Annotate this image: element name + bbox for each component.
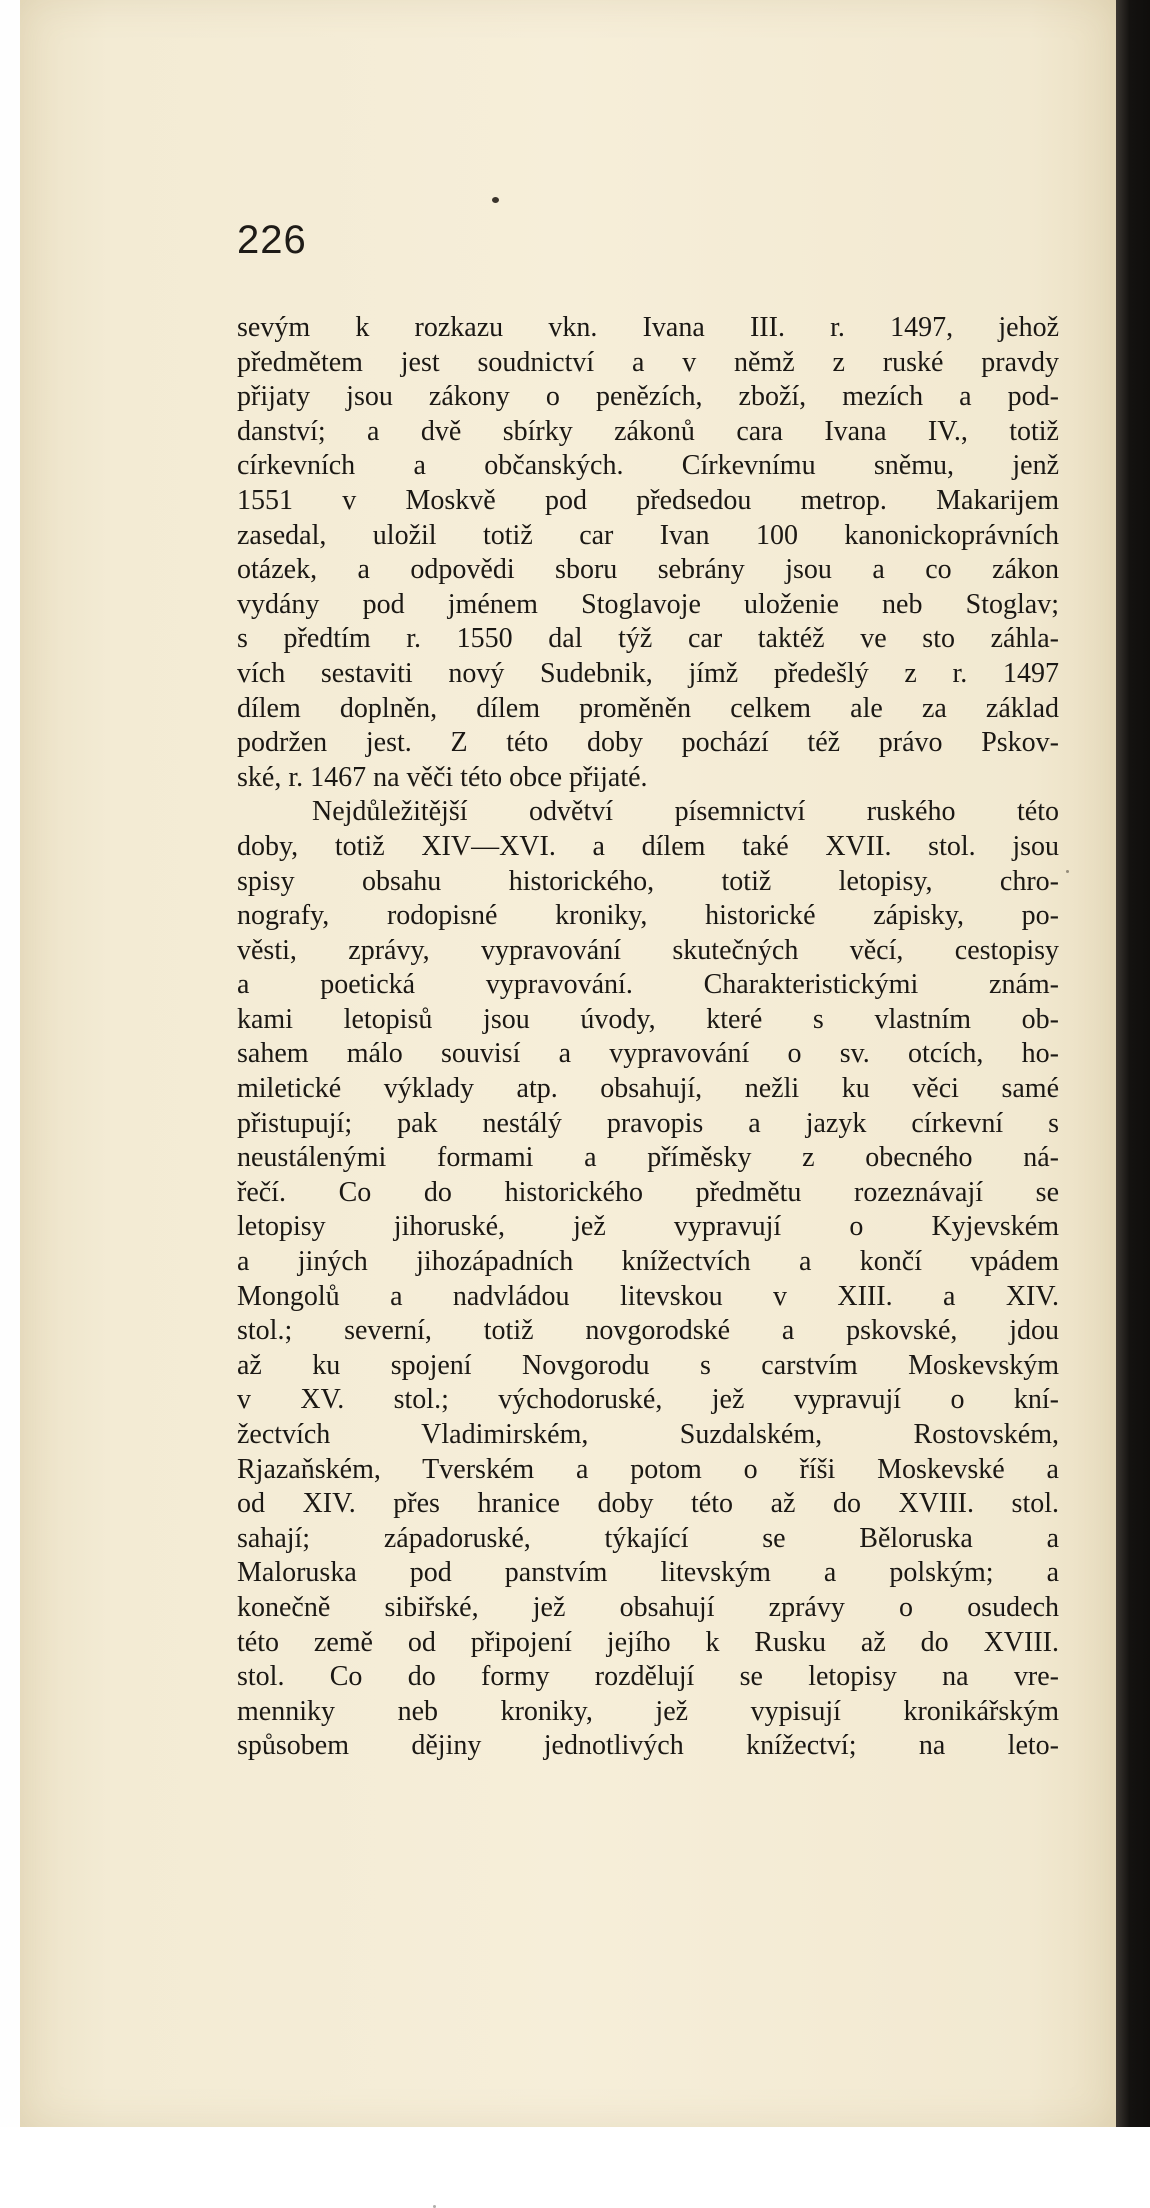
text-line: a poetická vypravování. Charakteristickými znám- [237,969,1059,1001]
text-line: od XIV. přes hranice doby této až do XVIII. stol. [237,1488,1059,1520]
text-line: podržen jest. Z této doby pochází též právo Pskov- [237,727,1059,759]
text-line: sahem málo souvisí a vypravování o sv. otcích, ho- [237,1038,1059,1070]
text-line: menniky neb kroniky, jež vypisují kronikářským [237,1695,1059,1727]
ink-speck [492,197,499,203]
text-line: letopisy jihoruské, jež vypravují o Kyjevském [237,1211,1059,1243]
text-line: s předtím r. 1550 dal týž car taktéž ve sto záhla- [237,623,1059,655]
text-line: Rjazaňském, Tverském a potom o říši Moskevské a [237,1453,1059,1485]
text-line: a jiných jihozápadních knížectvích a končí vpádem [237,1246,1059,1278]
text-line: Maloruska pod panstvím litevským a polským; a [237,1557,1059,1589]
text-line: konečně sibiřské, jež obsahují zprávy o osudech [237,1591,1059,1623]
text-line: otázek, a odpovědi sboru sebrány jsou a co zákon [237,554,1059,586]
text-line: církevních a občanských. Církevnímu sněmu, jenž [237,450,1059,482]
text-line: řečí. Co do historického předmětu rozeznávají se [237,1176,1059,1208]
text-line: zasedal, uložil totiž car Ivan 100 kanonickoprávních [237,519,1059,551]
text-line: kami letopisů jsou úvody, které s vlastním ob- [237,1003,1059,1035]
binding-shadow [1116,0,1150,2127]
text-line: doby, totiž XIV—XVI. a dílem také XVII. stol. jsou [237,830,1059,862]
text-line: 1551 v Moskvě pod předsedou metrop. Makarijem [237,484,1059,516]
text-line: Nejdůležitější odvětví písemnictví ruského této [312,796,1059,828]
text-line: miletické výklady atp. obsahují, nežli ku věci samé [237,1073,1059,1105]
text-line: přijaty jsou zákony o penězích, zboží, mezích a pod- [237,381,1059,413]
text-line: ské, r. 1467 na věči této obce přijaté. [237,761,648,793]
page-number: 226 [237,218,307,262]
text-line: Mongolů a nadvládou litevskou v XIII. a XIV. [237,1280,1059,1312]
ink-speck [1066,870,1069,873]
text-line: věsti, zprávy, vypravování skutečných věcí, cestopisy [237,934,1059,966]
text-line: stol.; severní, totiž novgorodské a pskovské, jdou [237,1315,1059,1347]
text-line: vích sestaviti nový Sudebnik, jímž předešlý z r. 1497 [237,657,1059,689]
text-line: vydány pod jménem Stoglavoje uloženie neb Stoglav; [237,588,1059,620]
text-line: sevým k rozkazu vkn. Ivana III. r. 1497, jehož [237,312,1059,343]
text-line: spisy obsahu historického, totiž letopisy, chro- [237,865,1059,897]
text-line: spůsobem dějiny jednotlivých knížectví; na leto- [237,1730,1059,1762]
body-text [237,311,1059,1764]
text-line: přistupují; pak nestálý pravopis a jazyk církevní s [237,1107,1059,1139]
text-line: až ku spojení Novgorodu s carstvím Moskevským [237,1349,1059,1381]
text-line: neustálenými formami a příměsky z obecného ná- [237,1142,1059,1174]
text-line: stol. Co do formy rozdělují se letopisy na vre- [237,1661,1059,1693]
text-line: této země od připojení jejího k Rusku až do XVIII. [237,1626,1059,1658]
text-line: dílem doplněn, dílem proměněn celkem ale za základ [237,692,1059,724]
text-line: v XV. stol.; východoruské, jež vypravují o kní- [237,1384,1059,1416]
text-line: předmětem jest soudnictví a v němž z ruské pravdy [237,346,1059,378]
text-line: danství; a dvě sbírky zákonů cara Ivana IV., totiž [237,415,1059,447]
text-line: žectvích Vladimirském, Suzdalském, Rostovském, [237,1419,1059,1450]
text-line: nografy, rodopisné kroniky, historické zápisky, po- [237,900,1059,932]
text-line: sahají; západoruské, týkající se Běloruska a [237,1522,1059,1554]
